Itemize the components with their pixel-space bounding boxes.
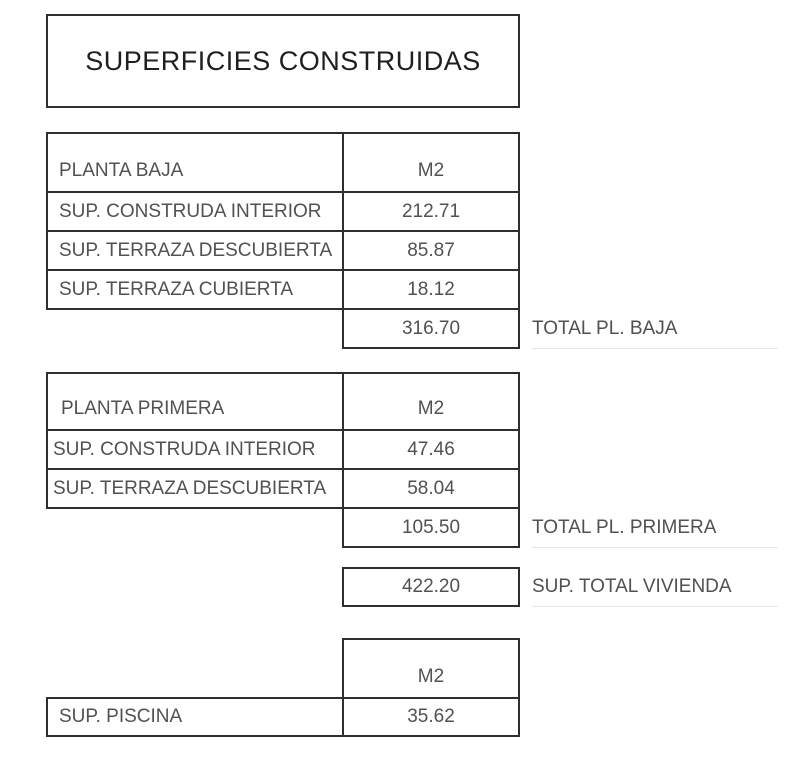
grand-total-value: 422.20 bbox=[342, 567, 520, 607]
grand-total-label: SUP. TOTAL VIVIENDA bbox=[532, 567, 778, 607]
table-row bbox=[48, 230, 518, 269]
table-row bbox=[48, 468, 518, 507]
row-label: SUP. TERRAZA DESCUBIERTA bbox=[48, 232, 344, 269]
table-header-row bbox=[48, 374, 518, 429]
row-value: 58.04 bbox=[407, 477, 455, 499]
table-row bbox=[48, 269, 518, 308]
total-band-planta-baja bbox=[342, 310, 778, 349]
row-value: 18.12 bbox=[407, 278, 455, 300]
pool-unit-header: M2 bbox=[342, 638, 520, 697]
total-label: TOTAL PL. BAJA bbox=[532, 310, 778, 349]
row-value: 212.71 bbox=[401, 200, 461, 222]
row-label: SUP. TERRAZA DESCUBIERTA bbox=[48, 470, 344, 507]
table-header-name: PLANTA BAJA bbox=[48, 134, 344, 191]
row-label: SUP. CONSTRUDA INTERIOR bbox=[48, 193, 344, 230]
table-header-row bbox=[48, 134, 518, 191]
row-label: SUP. PISCINA bbox=[48, 699, 344, 735]
table-header-name: PLANTA PRIMERA bbox=[48, 374, 344, 429]
row-value: 85.87 bbox=[407, 239, 455, 261]
title-box bbox=[46, 14, 520, 108]
row-label: SUP. TERRAZA CUBIERTA bbox=[48, 271, 344, 308]
total-band-planta-primera bbox=[342, 509, 778, 548]
total-label: TOTAL PL. PRIMERA bbox=[532, 509, 778, 548]
table-row bbox=[48, 191, 518, 230]
table-row bbox=[48, 429, 518, 468]
table-planta-baja bbox=[46, 132, 520, 310]
total-value: 105.50 bbox=[342, 509, 520, 548]
total-value: 316.70 bbox=[342, 310, 520, 349]
table-header-unit: M2 bbox=[417, 160, 445, 181]
row-label: SUP. CONSTRUDA INTERIOR bbox=[48, 431, 344, 468]
table-planta-primera bbox=[46, 372, 520, 509]
page-title: SUPERFICIES CONSTRUIDAS bbox=[85, 45, 481, 76]
row-value: 47.46 bbox=[407, 438, 455, 460]
table-header-unit: M2 bbox=[417, 398, 445, 419]
grand-total-band bbox=[342, 567, 778, 607]
pool-row bbox=[46, 697, 520, 737]
row-value: 35.62 bbox=[407, 706, 455, 727]
